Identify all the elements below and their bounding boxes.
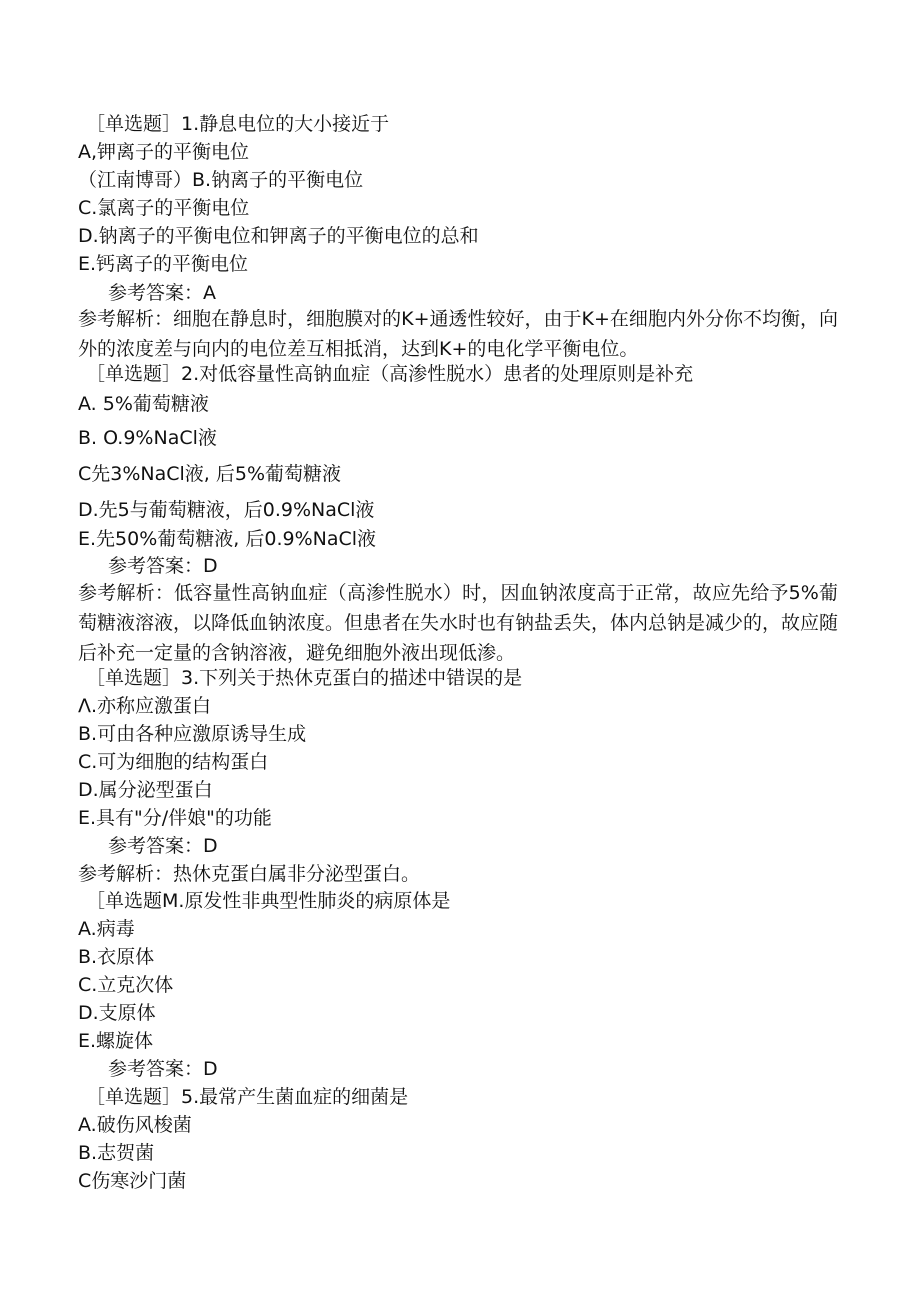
question-2-explanation: 参考解析：低容量性高钠血症（高渗性脱水）时，因血钠浓度高于正常，故应先给予5%葡萄糖液溶液，以降低血钠浓度。但患者在失水时也有钠盐丢失，体内总钠是减少的，故应随后补充一定量的含钠溶液，避免细胞外液出现低渗。 — [78, 582, 839, 664]
question-4-answer: 参考答案：D — [108, 1058, 218, 1080]
question-2-stem: ［单选题］2.对低容量性高钠血症（高渗性脱水）患者的处理原则是补充 — [86, 363, 694, 385]
question-2-option-d: D.先5与葡萄糖液，后0.9%NaCl液 — [78, 499, 375, 521]
question-1-option-b: （江南博哥）B.钠离子的平衡电位 — [78, 169, 364, 191]
question-5-option-b: B.志贺菌 — [78, 1142, 155, 1164]
question-3-explanation: 参考解析：热休克蛋白属非分泌型蛋白。 — [78, 863, 421, 885]
question-3-answer: 参考答案：D — [108, 835, 218, 857]
question-1-option-a: A,钾离子的平衡电位 — [78, 141, 250, 163]
question-2-answer: 参考答案：D — [108, 555, 218, 577]
question-4-stem: ［单选题M.原发性非典型性肺炎的病原体是 — [86, 890, 451, 912]
question-5-option-a: A.破伤风梭菌 — [78, 1114, 192, 1136]
question-1-option-d: D.钠离子的平衡电位和钾离子的平衡电位的总和 — [78, 225, 479, 247]
question-3-option-e: E.具有"分/伴娘"的功能 — [78, 807, 272, 829]
question-4-option-d: D.支原体 — [78, 1002, 156, 1024]
question-4-option-b: B.衣原体 — [78, 946, 155, 968]
question-3-stem: ［单选题］3.下列关于热休克蛋白的描述中错误的是 — [86, 667, 523, 689]
question-2-option-e: E.先50%葡萄糖液, 后0.9%NaCl液 — [78, 528, 377, 550]
question-4-option-e: E.螺旋体 — [78, 1030, 154, 1052]
question-2-option-c: C先3%NaCl液, 后5%葡萄糖液 — [78, 463, 342, 485]
question-1-option-c: C.氯离子的平衡电位 — [78, 197, 250, 219]
question-3-option-b: B.可由各种应激原诱导生成 — [78, 723, 307, 745]
question-1-explanation: 参考解析：细胞在静息时，细胞膜对的K+通透性较好，由于K+在细胞内外分你不均衡，向外的浓度差与向内的电位差互相抵消，达到K+的电化学平衡电位。 — [78, 308, 838, 360]
question-3-option-c: C.可为细胞的结构蛋白 — [78, 751, 269, 773]
question-1-answer: 参考答案：A — [108, 282, 216, 304]
question-4-option-a: A.病毒 — [78, 918, 135, 940]
question-3-option-d: D.属分泌型蛋白 — [78, 779, 213, 801]
question-2-option-a: A. 5%葡萄糖液 — [78, 393, 209, 415]
question-4-option-c: C.立克次体 — [78, 974, 174, 996]
question-5-stem: ［单选题］5.最常产生菌血症的细菌是 — [86, 1086, 409, 1108]
question-3-option-a: Λ.亦称应激蛋白 — [78, 695, 212, 717]
question-5-option-c: C伤寒沙门菌 — [78, 1170, 187, 1192]
question-1-option-e: E.钙离子的平衡电位 — [78, 253, 249, 275]
question-2-option-b: B. O.9%NaCl液 — [78, 427, 217, 449]
question-1-stem: ［单选题］1.静息电位的大小接近于 — [86, 113, 390, 135]
